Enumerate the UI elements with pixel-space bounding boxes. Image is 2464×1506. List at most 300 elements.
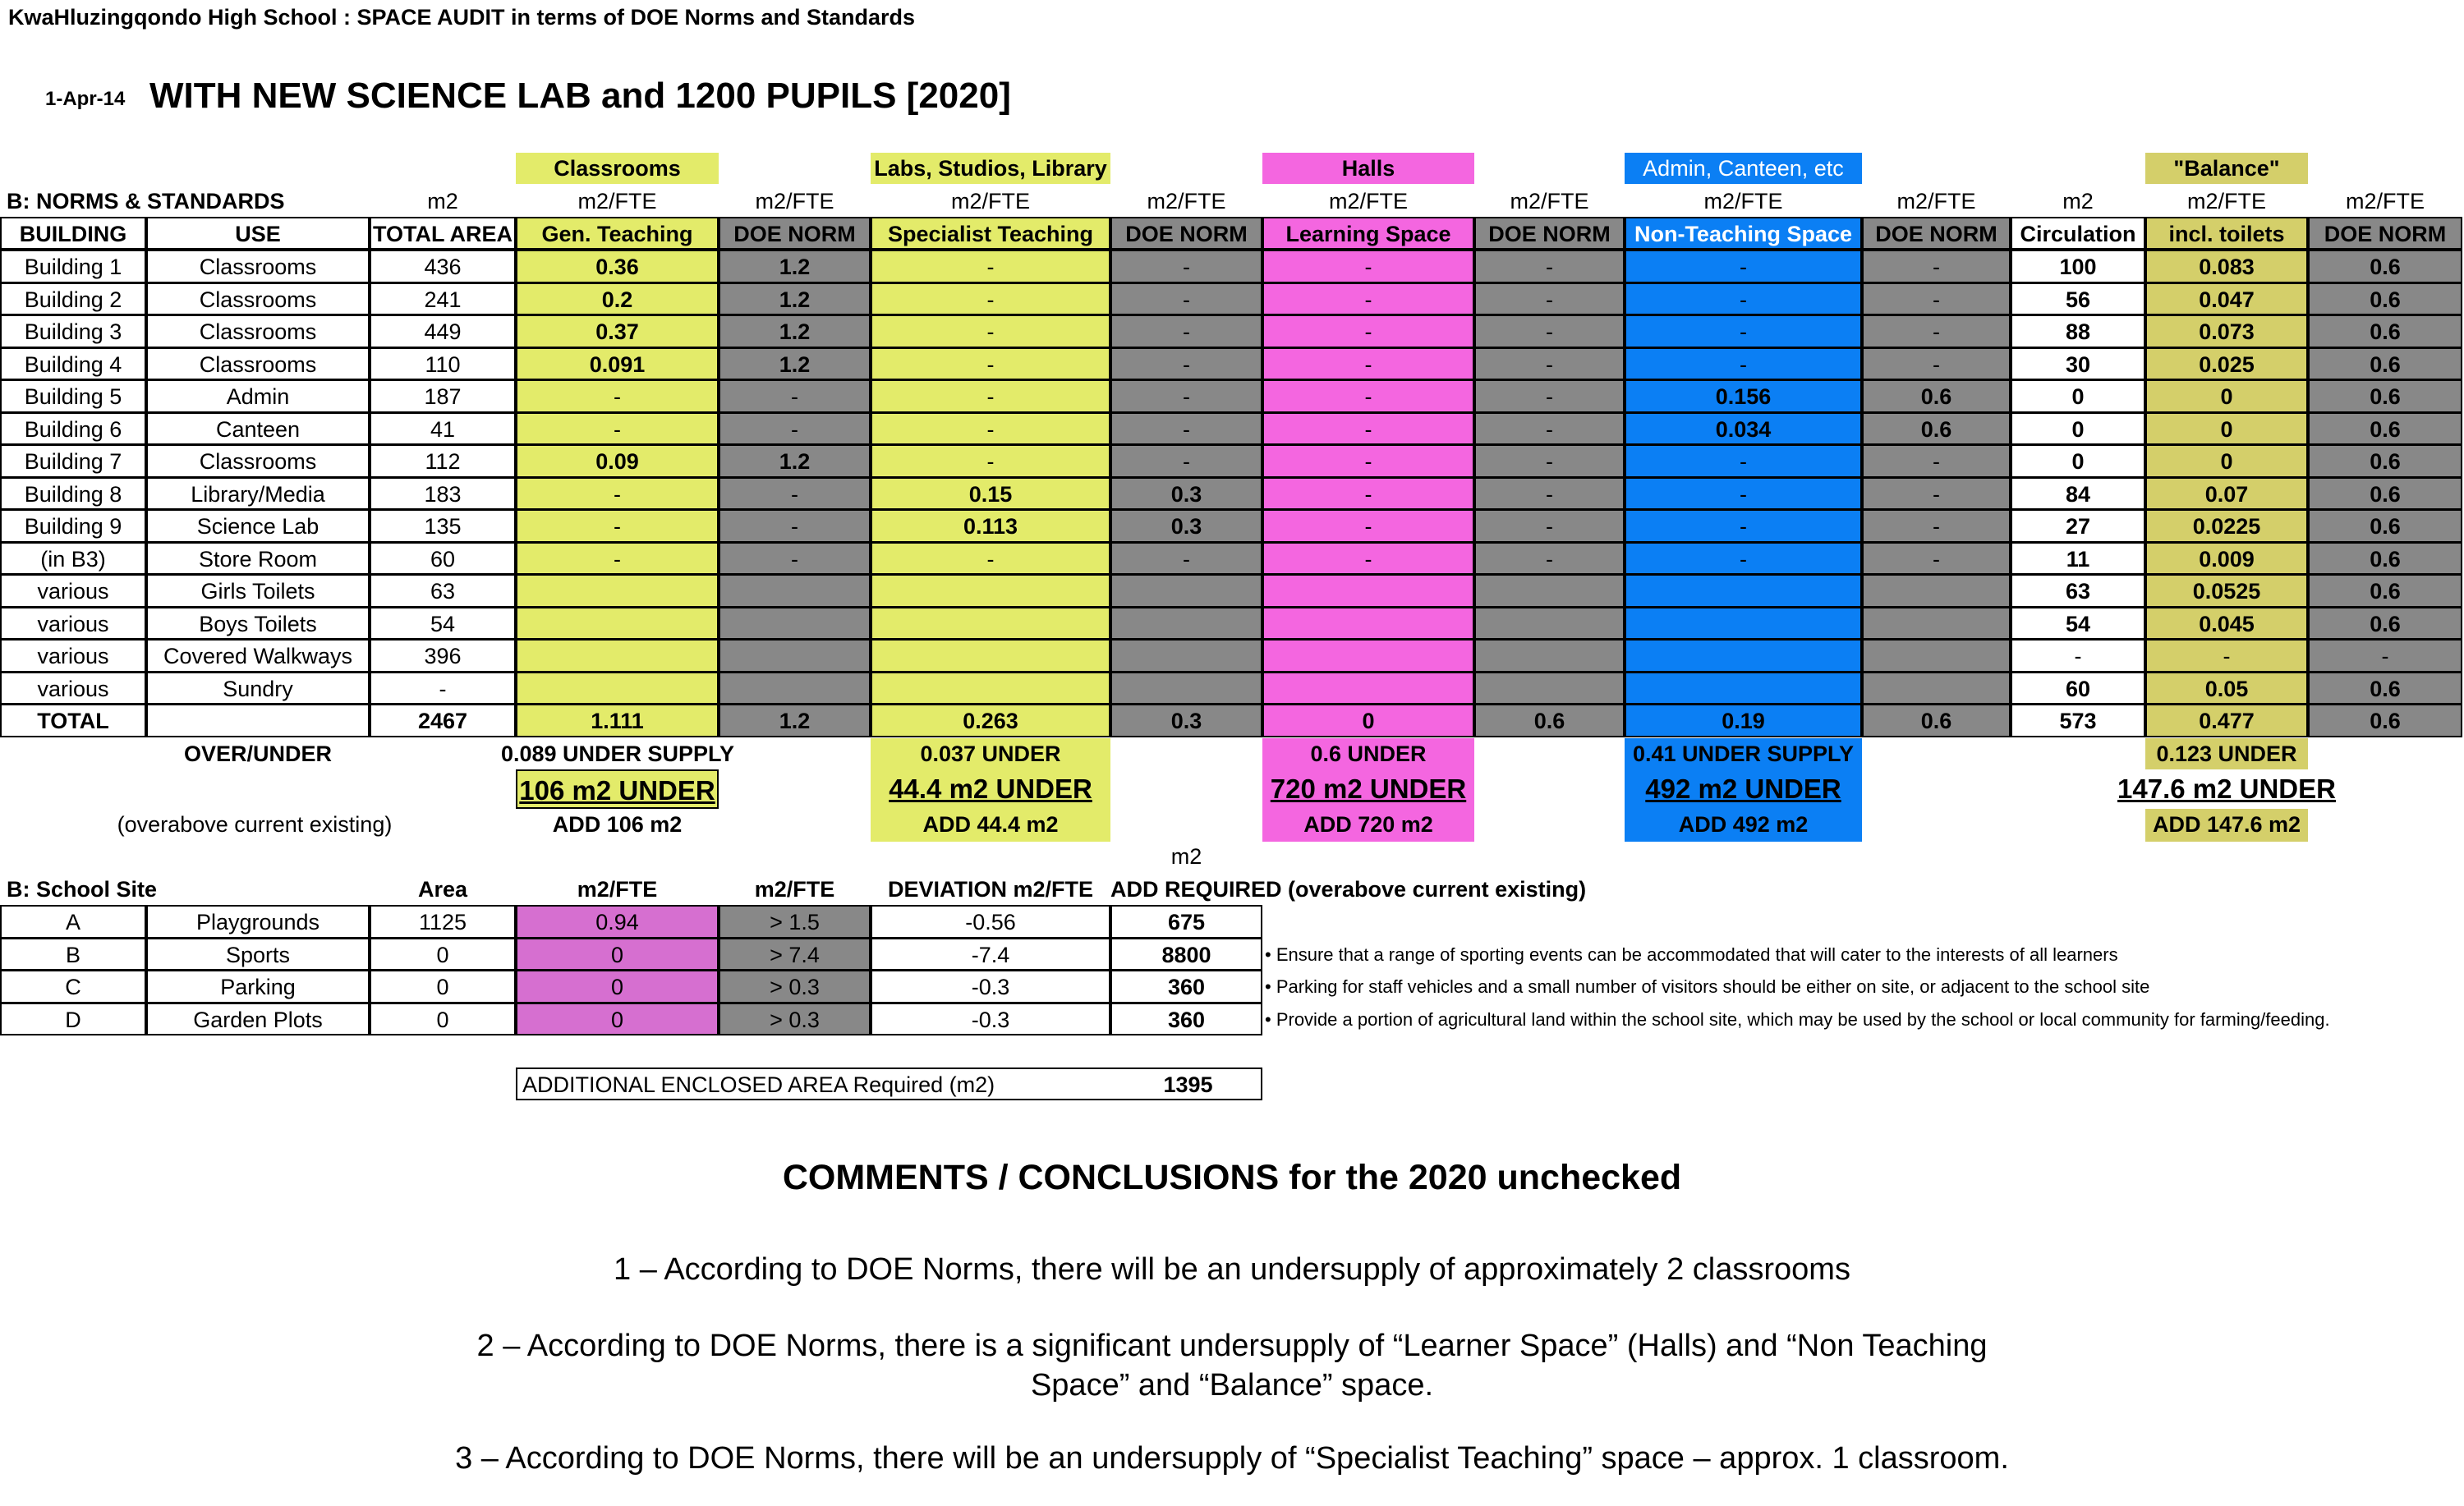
site-header: Area: [417, 877, 468, 902]
table-cell: 88: [2011, 315, 2145, 348]
site-cell: D: [0, 1003, 146, 1036]
additional-area-value: 1395: [1163, 1072, 1213, 1097]
table-cell: -: [1110, 542, 1262, 576]
table-cell: Classrooms: [146, 347, 370, 381]
total-cell: 0.19: [1625, 704, 1862, 737]
table-cell: [871, 574, 1110, 608]
table-cell: 0.6: [2308, 444, 2462, 478]
table-cell: -: [1862, 542, 2011, 576]
table-cell: [516, 574, 719, 608]
table-cell: -: [516, 379, 719, 413]
table-cell: -: [1862, 315, 2011, 348]
table-cell: [1262, 672, 1474, 705]
table-cell: [1862, 672, 2011, 705]
site-cell: -0.56: [871, 905, 1110, 939]
table-cell: 0.6: [2308, 607, 2462, 641]
table-cell: -: [1862, 347, 2011, 381]
comment-3: 3 – According to DOE Norms, there will be an undersupply of “Specialist Teaching” space – approx. 1 classroom.: [455, 1441, 2009, 1476]
table-cell: [1625, 574, 1862, 608]
table-cell: 56: [2011, 282, 2145, 316]
table-cell: 0.0225: [2145, 509, 2308, 543]
over-under-classrooms-add: ADD 106 m2: [552, 811, 683, 837]
table-cell: 0.6: [2308, 412, 2462, 446]
table-cell: Building 9: [0, 509, 146, 543]
column-header: Learning Space: [1262, 217, 1474, 250]
table-cell: -: [1474, 250, 1625, 283]
table-cell: [1862, 607, 2011, 641]
table-cell: 0.6: [2308, 477, 2462, 511]
site-cell: 0: [370, 1003, 516, 1036]
site-cell: B: [0, 938, 146, 971]
site-header: m2/FTE: [577, 877, 658, 902]
table-cell: Building 6: [0, 412, 146, 446]
over-under-halls-ratio: 0.6 UNDER: [1262, 738, 1474, 769]
table-cell: 54: [2011, 607, 2145, 641]
table-cell: 0.6: [1862, 379, 2011, 413]
table-cell: 0.009: [2145, 542, 2308, 576]
table-cell: -: [2308, 639, 2462, 673]
table-cell: -: [2145, 639, 2308, 673]
table-cell: 0.15: [871, 477, 1110, 511]
table-cell: -: [1262, 542, 1474, 576]
column-header: BUILDING: [0, 217, 146, 250]
total-cell: 2467: [370, 704, 516, 737]
table-cell: [719, 672, 871, 705]
unit-label: m2/FTE: [950, 189, 1030, 214]
table-cell: Building 3: [0, 315, 146, 348]
site-cell: A: [0, 905, 146, 939]
table-cell: 1.2: [719, 315, 871, 348]
table-cell: 0.6: [2308, 315, 2462, 348]
table-cell: 0: [2145, 412, 2308, 446]
table-cell: 0.09: [516, 444, 719, 478]
table-cell: 0.2: [516, 282, 719, 316]
table-cell: -: [1110, 379, 1262, 413]
table-cell: -: [719, 412, 871, 446]
total-cell: 0: [1262, 704, 1474, 737]
table-cell: -: [871, 379, 1110, 413]
table-cell: -: [516, 542, 719, 576]
table-cell: 0.6: [2308, 282, 2462, 316]
table-cell: -: [1474, 282, 1625, 316]
table-cell: [1262, 574, 1474, 608]
table-cell: 0.05: [2145, 672, 2308, 705]
unit-label: m2/FTE: [1328, 189, 1408, 214]
table-cell: [719, 639, 871, 673]
total-cell: 0.263: [871, 704, 1110, 737]
table-cell: -: [1862, 477, 2011, 511]
table-cell: [1262, 639, 1474, 673]
unit-label: m2: [2062, 189, 2094, 214]
table-cell: -: [1474, 412, 1625, 446]
table-cell: [1862, 574, 2011, 608]
table-cell: [871, 639, 1110, 673]
table-cell: -: [871, 412, 1110, 446]
table-cell: 0.6: [2308, 250, 2462, 283]
table-cell: Classrooms: [146, 315, 370, 348]
table-cell: Canteen: [146, 412, 370, 446]
site-note: • Provide a portion of agricultural land within the school site, which may be used by the school or local community for farming/feeding.: [1265, 1008, 2330, 1030]
table-cell: -: [1474, 542, 1625, 576]
table-cell: 135: [370, 509, 516, 543]
site-header: ADD REQUIRED (overabove current existing): [1110, 877, 1587, 902]
table-cell: -: [1110, 444, 1262, 478]
table-cell: 60: [2011, 672, 2145, 705]
table-cell: -: [1474, 444, 1625, 478]
table-cell: 27: [2011, 509, 2145, 543]
table-cell: 0: [2011, 444, 2145, 478]
table-cell: -: [1625, 444, 1862, 478]
site-unit-top: m2: [1170, 844, 1202, 869]
site-note: • Parking for staff vehicles and a small number of visitors should be either on site, or adjacent to the school site: [1265, 976, 2150, 997]
table-cell: various: [0, 574, 146, 608]
site-cell: 8800: [1110, 938, 1262, 971]
table-cell: 0.045: [2145, 607, 2308, 641]
table-cell: Classrooms: [146, 250, 370, 283]
table-cell: 0.073: [2145, 315, 2308, 348]
unit-label: m2/FTE: [1896, 189, 1976, 214]
table-cell: 0.091: [516, 347, 719, 381]
site-cell: 0: [516, 938, 719, 971]
site-cell: -0.3: [871, 1003, 1110, 1036]
total-cell: 1.111: [516, 704, 719, 737]
table-cell: various: [0, 607, 146, 641]
table-cell: Building 7: [0, 444, 146, 478]
table-cell: 41: [370, 412, 516, 446]
unit-label: m2/FTE: [2345, 189, 2425, 214]
table-cell: Admin: [146, 379, 370, 413]
site-cell: 0: [370, 938, 516, 971]
page-heading: WITH NEW SCIENCE LAB and 1200 PUPILS [2020]: [149, 76, 1011, 116]
site-cell: C: [0, 970, 146, 1003]
column-header: Specialist Teaching: [871, 217, 1110, 250]
over-under-classrooms-area: 106 m2 UNDER: [516, 769, 719, 809]
table-cell: -: [370, 672, 516, 705]
table-cell: [719, 607, 871, 641]
table-cell: 63: [370, 574, 516, 608]
site-cell: Parking: [146, 970, 370, 1003]
table-cell: 100: [2011, 250, 2145, 283]
table-cell: [1474, 672, 1625, 705]
table-cell: [1110, 607, 1262, 641]
table-cell: -: [1110, 282, 1262, 316]
table-cell: 30: [2011, 347, 2145, 381]
table-cell: 1.2: [719, 282, 871, 316]
table-cell: [1262, 607, 1474, 641]
site-cell: > 7.4: [719, 938, 871, 971]
table-cell: -: [1110, 250, 1262, 283]
additional-area-box: [516, 1068, 1262, 1100]
table-cell: [516, 672, 719, 705]
site-cell: -7.4: [871, 938, 1110, 971]
site-cell: 0: [370, 970, 516, 1003]
table-cell: [1862, 639, 2011, 673]
table-cell: -: [1262, 282, 1474, 316]
table-cell: 1.2: [719, 250, 871, 283]
table-cell: [1474, 574, 1625, 608]
total-cell: 0.6: [1474, 704, 1625, 737]
site-cell: > 0.3: [719, 970, 871, 1003]
total-cell: 573: [2011, 704, 2145, 737]
unit-label: m2/FTE: [1703, 189, 1783, 214]
table-cell: 0.07: [2145, 477, 2308, 511]
table-cell: -: [1625, 250, 1862, 283]
units-label: B: NORMS & STANDARDS: [7, 189, 285, 214]
table-cell: [871, 607, 1110, 641]
table-cell: -: [871, 444, 1110, 478]
table-cell: 0.6: [2308, 379, 2462, 413]
table-cell: 54: [370, 607, 516, 641]
table-cell: 0: [2145, 444, 2308, 478]
table-cell: -: [1262, 509, 1474, 543]
table-cell: Building 8: [0, 477, 146, 511]
table-cell: Building 4: [0, 347, 146, 381]
table-cell: -: [1262, 444, 1474, 478]
table-cell: -: [516, 477, 719, 511]
site-cell: Playgrounds: [146, 905, 370, 939]
table-cell: 60: [370, 542, 516, 576]
over-under-balance-ratio: 0.123 UNDER: [2145, 738, 2308, 769]
table-cell: Building 2: [0, 282, 146, 316]
table-cell: Classrooms: [146, 444, 370, 478]
group-labs: Labs, Studios, Library: [871, 153, 1110, 184]
table-cell: 0.6: [2308, 574, 2462, 608]
table-cell: 0: [2011, 379, 2145, 413]
table-cell: 84: [2011, 477, 2145, 511]
table-cell: [1110, 639, 1262, 673]
table-cell: -: [1625, 282, 1862, 316]
table-cell: -: [1110, 347, 1262, 381]
school-title: KwaHluzingqondo High School : SPACE AUDIT in terms of DOE Norms and Standards: [8, 5, 916, 30]
site-cell: > 0.3: [719, 1003, 871, 1036]
table-cell: 0.37: [516, 315, 719, 348]
table-cell: -: [1625, 315, 1862, 348]
table-cell: Library/Media: [146, 477, 370, 511]
site-cell: 0: [516, 970, 719, 1003]
table-cell: 1.2: [719, 347, 871, 381]
group-balance: "Balance": [2145, 153, 2308, 184]
unit-label: m2/FTE: [1147, 189, 1226, 214]
over-under-classrooms-ratio: 0.089 UNDER SUPPLY: [500, 741, 735, 766]
table-cell: -: [1110, 412, 1262, 446]
over-under-labs-ratio: 0.037 UNDER: [871, 738, 1110, 769]
table-cell: [516, 639, 719, 673]
table-cell: 0.047: [2145, 282, 2308, 316]
table-cell: 0.083: [2145, 250, 2308, 283]
table-cell: (in B3): [0, 542, 146, 576]
table-cell: various: [0, 639, 146, 673]
table-cell: Building 5: [0, 379, 146, 413]
table-cell: 0.3: [1110, 509, 1262, 543]
table-cell: 0.6: [2308, 542, 2462, 576]
table-cell: Sundry: [146, 672, 370, 705]
table-cell: 0.3: [1110, 477, 1262, 511]
table-cell: -: [1262, 379, 1474, 413]
over-under-halls-area: 720 m2 UNDER: [1262, 769, 1474, 809]
table-cell: Girls Toilets: [146, 574, 370, 608]
table-cell: 1.2: [719, 444, 871, 478]
total-cell: [146, 704, 370, 737]
column-header: DOE NORM: [719, 217, 871, 250]
column-header: TOTAL AREA: [370, 217, 516, 250]
site-note: • Ensure that a range of sporting events can be accommodated that will cater to the interests of all learners: [1265, 944, 2118, 965]
table-cell: -: [1625, 509, 1862, 543]
table-cell: 0.025: [2145, 347, 2308, 381]
table-cell: Building 1: [0, 250, 146, 283]
table-cell: 241: [370, 282, 516, 316]
table-cell: -: [1862, 444, 2011, 478]
comment-1: 1 – According to DOE Norms, there will be an undersupply of approximately 2 classrooms: [614, 1252, 1850, 1287]
table-cell: -: [871, 250, 1110, 283]
table-cell: -: [1262, 347, 1474, 381]
column-header: Circulation: [2011, 217, 2145, 250]
unit-label: m2/FTE: [1510, 189, 1589, 214]
table-cell: -: [719, 542, 871, 576]
table-cell: [1110, 574, 1262, 608]
site-header: DEVIATION m2/FTE: [887, 877, 1094, 902]
site-cell: > 1.5: [719, 905, 871, 939]
total-cell: 0.6: [1862, 704, 2011, 737]
column-header: Non-Teaching Space: [1625, 217, 1862, 250]
total-cell: TOTAL: [0, 704, 146, 737]
over-under-note: (overabove current existing): [117, 811, 393, 837]
table-cell: -: [1474, 347, 1625, 381]
table-cell: -: [2011, 639, 2145, 673]
table-cell: -: [1262, 412, 1474, 446]
table-cell: 63: [2011, 574, 2145, 608]
over-under-labs-add: ADD 44.4 m2: [871, 809, 1110, 842]
table-cell: 396: [370, 639, 516, 673]
table-cell: -: [1862, 509, 2011, 543]
table-cell: -: [871, 282, 1110, 316]
unit-label: m2: [427, 189, 458, 214]
table-cell: -: [1625, 477, 1862, 511]
table-cell: [1625, 639, 1862, 673]
table-cell: -: [516, 509, 719, 543]
table-cell: 0.6: [1862, 412, 2011, 446]
site-cell: 360: [1110, 1003, 1262, 1036]
over-under-balance-area: 147.6 m2 UNDER: [2117, 773, 2336, 804]
table-cell: -: [871, 347, 1110, 381]
table-cell: 110: [370, 347, 516, 381]
table-cell: 0.6: [2308, 509, 2462, 543]
table-cell: [1474, 639, 1625, 673]
table-cell: -: [1474, 379, 1625, 413]
table-cell: 0.36: [516, 250, 719, 283]
table-cell: [516, 607, 719, 641]
additional-area-label: ADDITIONAL ENCLOSED AREA Required (m2): [522, 1072, 995, 1097]
column-header: USE: [146, 217, 370, 250]
column-header: DOE NORM: [1110, 217, 1262, 250]
table-cell: 187: [370, 379, 516, 413]
site-cell: 360: [1110, 970, 1262, 1003]
site-cell: 0: [516, 1003, 719, 1036]
unit-label: m2/FTE: [2186, 189, 2266, 214]
table-cell: [871, 672, 1110, 705]
table-cell: -: [1474, 315, 1625, 348]
table-cell: various: [0, 672, 146, 705]
over-under-balance-add: ADD 147.6 m2: [2145, 809, 2308, 842]
table-cell: [1625, 607, 1862, 641]
site-cell: 675: [1110, 905, 1262, 939]
table-cell: -: [1862, 282, 2011, 316]
table-cell: [1110, 672, 1262, 705]
table-cell: 0: [2145, 379, 2308, 413]
site-cell: 1125: [370, 905, 516, 939]
over-under-admin-add: ADD 492 m2: [1625, 809, 1862, 842]
total-cell: 0.6: [2308, 704, 2462, 737]
table-cell: 436: [370, 250, 516, 283]
site-cell: Garden Plots: [146, 1003, 370, 1036]
table-cell: 449: [370, 315, 516, 348]
table-cell: Boys Toilets: [146, 607, 370, 641]
comments-title: COMMENTS / CONCLUSIONS for the 2020 unchecked: [782, 1158, 1682, 1197]
table-cell: [1474, 607, 1625, 641]
audit-date: 1-Apr-14: [45, 88, 126, 110]
table-cell: 0.6: [2308, 347, 2462, 381]
table-cell: 112: [370, 444, 516, 478]
over-under-admin-ratio: 0.41 UNDER SUPPLY: [1625, 738, 1862, 769]
table-cell: -: [1862, 250, 2011, 283]
table-cell: -: [1262, 315, 1474, 348]
over-under-labs-area: 44.4 m2 UNDER: [871, 769, 1110, 809]
table-cell: [1625, 672, 1862, 705]
table-cell: 0.113: [871, 509, 1110, 543]
site-cell: -0.3: [871, 970, 1110, 1003]
total-cell: 0.477: [2145, 704, 2308, 737]
table-cell: 0.034: [1625, 412, 1862, 446]
table-cell: -: [1474, 509, 1625, 543]
table-cell: -: [719, 477, 871, 511]
column-header: DOE NORM: [2308, 217, 2462, 250]
site-header: B: School Site: [7, 877, 158, 902]
table-cell: [719, 574, 871, 608]
group-admin: Admin, Canteen, etc: [1625, 153, 1862, 184]
table-cell: Classrooms: [146, 282, 370, 316]
table-cell: 11: [2011, 542, 2145, 576]
table-cell: -: [1625, 347, 1862, 381]
site-header: m2/FTE: [754, 877, 835, 902]
group-halls: Halls: [1262, 153, 1474, 184]
total-cell: 1.2: [719, 704, 871, 737]
unit-label: m2/FTE: [755, 189, 834, 214]
column-header: incl. toilets: [2145, 217, 2308, 250]
table-cell: -: [719, 509, 871, 543]
table-cell: 183: [370, 477, 516, 511]
table-cell: Science Lab: [146, 509, 370, 543]
site-cell: Sports: [146, 938, 370, 971]
column-header: Gen. Teaching: [516, 217, 719, 250]
total-cell: 0.3: [1110, 704, 1262, 737]
over-under-admin-area: 492 m2 UNDER: [1625, 769, 1862, 809]
column-header: DOE NORM: [1474, 217, 1625, 250]
table-cell: -: [516, 412, 719, 446]
table-cell: -: [1625, 542, 1862, 576]
table-cell: Covered Walkways: [146, 639, 370, 673]
table-cell: -: [871, 542, 1110, 576]
table-cell: 0.156: [1625, 379, 1862, 413]
table-cell: -: [1262, 477, 1474, 511]
comment-2: 2 – According to DOE Norms, there is a significant undersupply of “Learner Space” (Halls) and “Non Teaching Space” and “Balance” space.: [476, 1329, 1988, 1403]
table-cell: 0: [2011, 412, 2145, 446]
table-cell: -: [719, 379, 871, 413]
table-cell: Store Room: [146, 542, 370, 576]
over-under-label: OVER/UNDER: [183, 741, 333, 766]
column-header: DOE NORM: [1862, 217, 2011, 250]
table-cell: -: [871, 315, 1110, 348]
group-classrooms: Classrooms: [516, 153, 719, 184]
unit-label: m2/FTE: [577, 189, 657, 214]
